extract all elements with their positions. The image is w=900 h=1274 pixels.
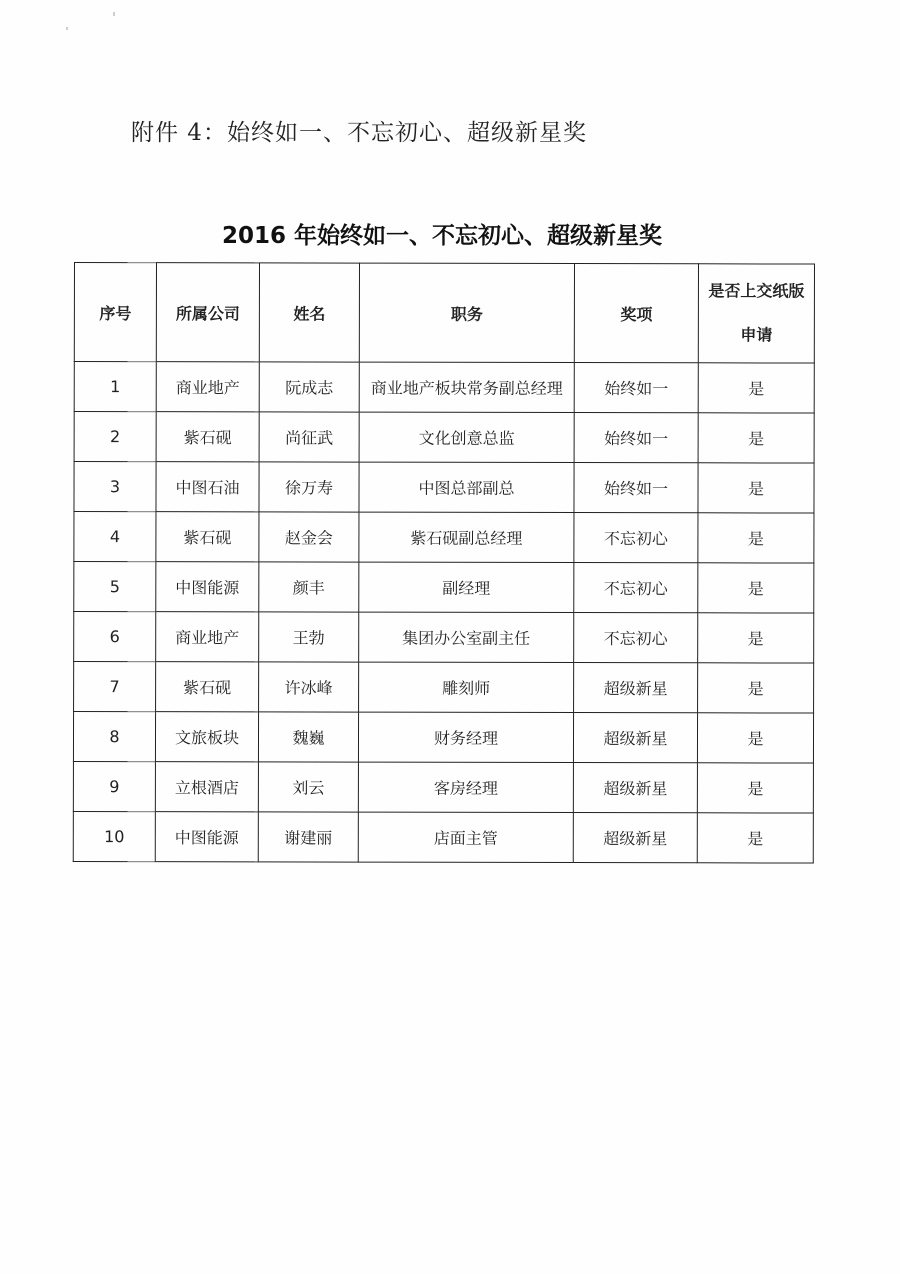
cell-name: 赵金会 bbox=[259, 512, 359, 562]
scan-speck bbox=[66, 27, 68, 30]
cell-index: 4 bbox=[74, 512, 156, 562]
cell-name: 尚征武 bbox=[259, 412, 359, 462]
cell-paper: 是 bbox=[698, 563, 814, 613]
cell-paper: 是 bbox=[697, 813, 813, 863]
header-paper-line2: 申请 bbox=[740, 325, 773, 345]
attachment-title: 附件 4：始终如一、不忘初心、超级新星奖 bbox=[131, 120, 587, 146]
cell-position: 商业地产板块常务副总经理 bbox=[359, 362, 574, 412]
cell-paper: 是 bbox=[698, 513, 814, 563]
cell-award: 始终如一 bbox=[574, 463, 698, 513]
cell-paper: 是 bbox=[698, 613, 814, 663]
cell-index: 2 bbox=[74, 412, 156, 462]
cell-paper: 是 bbox=[698, 363, 814, 413]
cell-position: 中图总部副总 bbox=[359, 462, 574, 512]
cell-index: 7 bbox=[74, 662, 156, 712]
cell-position: 紫石砚副总经理 bbox=[359, 512, 574, 562]
cell-name: 阮成志 bbox=[259, 362, 359, 412]
awards-table bbox=[73, 262, 815, 864]
cell-paper: 是 bbox=[698, 463, 814, 513]
cell-award: 超级新星 bbox=[573, 813, 697, 863]
cell-name: 刘云 bbox=[258, 762, 358, 812]
cell-paper: 是 bbox=[698, 663, 814, 713]
cell-company: 中图石油 bbox=[156, 462, 259, 512]
cell-award: 始终如一 bbox=[574, 413, 698, 463]
cell-paper: 是 bbox=[697, 713, 813, 763]
table-row bbox=[74, 612, 814, 664]
cell-index: 5 bbox=[74, 562, 156, 612]
cell-company: 文旅板块 bbox=[155, 712, 258, 762]
table-row bbox=[73, 811, 813, 863]
cell-award: 超级新星 bbox=[573, 763, 697, 813]
cell-index: 1 bbox=[74, 362, 156, 412]
table-title: 2016 年始终如一、不忘初心、超级新星奖 bbox=[221, 223, 663, 249]
header-index: 序号 bbox=[74, 263, 156, 362]
scan-speck bbox=[113, 12, 115, 16]
cell-index: 9 bbox=[73, 761, 155, 811]
header-paper-line1: 是否上交纸版 bbox=[708, 281, 805, 301]
cell-company: 中图能源 bbox=[156, 562, 259, 612]
cell-name: 许冰峰 bbox=[259, 662, 359, 712]
cell-company: 紫石砚 bbox=[156, 512, 259, 562]
cell-award: 超级新星 bbox=[573, 713, 697, 763]
cell-position: 文化创意总监 bbox=[359, 412, 574, 462]
cell-position: 财务经理 bbox=[358, 712, 573, 762]
header-award: 奖项 bbox=[574, 264, 698, 363]
cell-paper: 是 bbox=[698, 413, 814, 463]
table-row bbox=[74, 412, 814, 464]
table-row bbox=[74, 662, 814, 714]
table-row bbox=[73, 712, 813, 764]
table-row bbox=[74, 362, 814, 414]
cell-name: 谢建丽 bbox=[258, 812, 358, 862]
table-row bbox=[74, 462, 814, 514]
cell-name: 徐万寿 bbox=[259, 462, 359, 512]
cell-company: 立根酒店 bbox=[155, 762, 258, 812]
cell-position: 雕刻师 bbox=[359, 662, 574, 712]
cell-award: 不忘初心 bbox=[574, 513, 698, 563]
header-position: 职务 bbox=[359, 263, 574, 362]
table-row bbox=[73, 761, 813, 813]
cell-company: 中图能源 bbox=[155, 812, 258, 862]
table-row bbox=[74, 562, 814, 614]
cell-position: 店面主管 bbox=[358, 812, 573, 862]
cell-paper: 是 bbox=[697, 763, 813, 813]
header-name: 姓名 bbox=[259, 263, 359, 362]
cell-company: 紫石砚 bbox=[156, 412, 259, 462]
cell-name: 魏巍 bbox=[258, 712, 358, 762]
cell-name: 王勃 bbox=[259, 612, 359, 662]
table-header-row bbox=[74, 263, 814, 364]
header-paper-submitted bbox=[698, 264, 814, 363]
cell-position: 副经理 bbox=[359, 562, 574, 612]
cell-index: 6 bbox=[74, 612, 156, 662]
cell-company: 紫石砚 bbox=[156, 662, 259, 712]
cell-index: 8 bbox=[73, 712, 155, 762]
cell-company: 商业地产 bbox=[156, 362, 259, 412]
cell-index: 3 bbox=[74, 462, 156, 512]
cell-position: 客房经理 bbox=[358, 762, 573, 812]
cell-award: 超级新星 bbox=[574, 663, 698, 713]
cell-company: 商业地产 bbox=[156, 612, 259, 662]
table-row bbox=[74, 512, 814, 564]
cell-position: 集团办公室副主任 bbox=[359, 612, 574, 662]
cell-name: 颜丰 bbox=[259, 562, 359, 612]
cell-award: 不忘初心 bbox=[574, 563, 698, 613]
cell-award: 始终如一 bbox=[574, 363, 698, 413]
header-company: 所属公司 bbox=[156, 263, 259, 362]
cell-award: 不忘初心 bbox=[574, 613, 698, 663]
cell-index: 10 bbox=[73, 811, 155, 861]
